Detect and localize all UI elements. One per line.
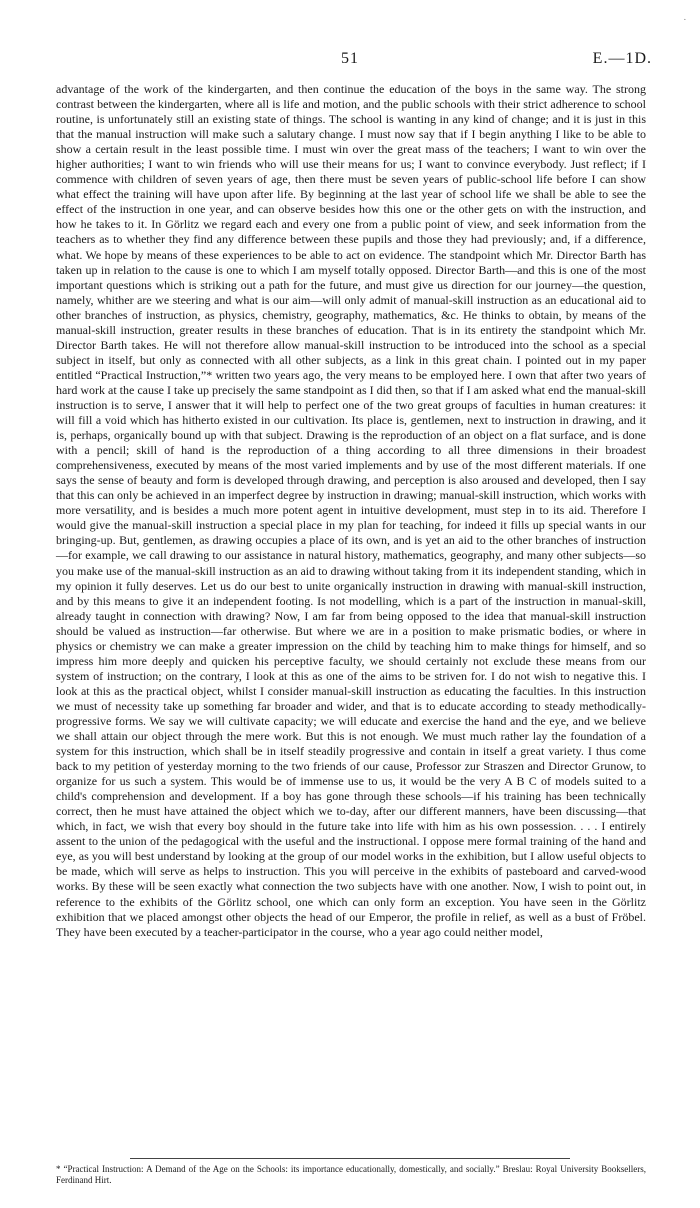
page-number: 51 <box>341 50 359 67</box>
page-edge-mark: . <box>683 12 686 22</box>
document-reference: E.—1D. <box>592 50 652 67</box>
footnote: * “Practical Instruction: A Demand of the Age on the Schools: its importance educationally, domestically, and socially.” Breslau: Royal University Booksellers, Ferdinand Hirt. <box>56 1164 646 1185</box>
footnote-rule <box>130 1158 570 1159</box>
body-paragraph: advantage of the work of the kindergarten, and then continue the education of the boys in the same way. The strong contrast between the kindergarten, where all is life and motion, and the public schools with their strict adherence to school routine, is unfortunately still an existing state of things. The school is wanting in any kind of change; and it is just in this that the manual instruction will make such a salutary change. I must now say that if I begin anything I like to be able to show a certain result in the least possible time. I must win over the great mass of the teachers; I want to win over the higher authorities; I want to win friends who will use their means for us; I want to convince everybody. Just reflect; if I commence with children of seven years of age, then there must be seven years of public-school life before I can show what effect the training will have upon after life. By beginning at the last year of school life we shall be able to see the effect of the instruction in one year, and can observe besides how this one or the other gets on with the instruction, and how he takes to it. In Görlitz we regard each and every one from a public point of view, and seek information from the teachers as to whether they find any difference between these pupils and those they had previously; and, if a difference, what. We hope by means of these experiences to be able to act on evidence. The standpoint which Mr. Director Barth has taken up in relation to the cause is one to which I am myself totally opposed. Director Barth—and this is one of the most important questions which is striking out a path for the future, and must give us direction for our journey—the question, namely, whither are we steering and what is our aim—will only admit of manual-skill instruction as an educational aid to other branches of instruction, as physics, chemistry, geography, mathematics, &c. He thinks to obtain, by means of the manual-skill instruction, greater results in these branches of education. That is in its entirety the standpoint which Mr. Director Barth takes. He will not therefore allow manual-skill instruction to be introduced into the school as a special subject in itself, but only as connected with all other subjects, as a link in this great chain. I pointed out in my paper entitled “Practical Instruction,”* written two years ago, the very means to be employed here. I own that after two years of hard work at the cause I take up precisely the same standpoint as I did then, so that if I am asked what end the manual-skill instruction is to serve, I answer that it will help to perfect one of the two great groups of faculties in human creatures: it will fill a void which has hitherto existed in our cultivation. Its place is, gentlemen, next to instruction in drawing, and it is, perhaps, organically bound up with that subject. Drawing is the reproduction of an object on a flat surface, and is done with a pencil; skill of hand is the reproduction of a thing according to all three dimensions in their broadest comprehensiveness, executed by means of the most varied implements and by use of the most different materials. If one says the sense of beauty and form is developed through drawing, and perception is also aroused and developed, then I say that this can only be achieved in an imperfect degree by instruction in drawing; manual-skill instruction, which works with more versatility, and is besides a much more potent agent in intuitive development, must step in to its aid. Therefore I would give the manual-skill instruction a special place in my plan for teaching, for indeed it fills up special wants in our bringing-up. But, gentlemen, as drawing occupies a place of its own, and is yet an aid to the other branches of instruction—for example, we call drawing to our assistance in natural history, mathematics, geography, and many other subjects—so you make use of the manual-skill instruction as an aid to drawing without taking from it its independent standing, which in my opinion it fully deserves. Let us do our best to unite organically instruction in drawing with manual-skill instruction, and by this means to give it an independent footing. Is not modelling, which is a part of the instruction in manual-skill, already taught in connection with drawing? Now, I am far from being opposed to the idea that manual-skill instruction should be valued as instruction—far otherwise. But where we are in a position to make prismatic bodies, or where in physics or chemistry we can make a greater impression on the child by teaching him to make things for himself, and so impress him more deeply and quicken his perceptive faculty, we should certainly not exclude these means from our system of instruction; on the contrary, I look at this as one of the aims to be striven for. I do not wish to negative this. I look at this as the practical object, whilst I consider manual-skill instruction as educating the faculties. In this instruction we must of necessity take up something far broader and wider, and that is to educate according to steady methodically-progressive forms. We say we will cultivate capacity; we will educate and exercise the hand and the eye, and we believe we shall attain our object through the mere work. But this is not enough. We must much rather lay the foundation of a system for this instruction, which shall be in itself steadily progressive and contain in itself a great variety. I thus come back to my petition of yesterday morning to the two friends of our cause, Professor zur Straszen and Director Grunow, to organize for us such a system. This would be of immense use to us, it would be the very A B C of models suited to a child's comprehension and development. If a boy has gone through these schools—if his training has been technically correct, then he must have attained the object which we to-day, after our different manners, have been discussing—that which, in fact, we wish that every boy should in the future take into life with him as his own possession. . . . I entirely assent to the union of the pedagogical with the useful and the instructional. I oppose mere formal training of the hand and eye, as you will best understand by looking at the group of our model works in the exhibition, but I allow useful objects to be made, which will serve as helps to instruction. This you will perceive in the exhibits of pasteboard and carved-wood works. By these will be seen exactly what connection the two subjects have with one another. Now, I wish to point out, in reference to the exhibits of the Görlitz school, one which can only form an exception. You have seen in the Görlitz exhibition that we placed amongst other objects the head of our Emperor, the profile in relief, as well as a bust of Fröbel. They have been executed by a teacher-participator in the course, who a year ago could neither model, <box>56 82 646 939</box>
